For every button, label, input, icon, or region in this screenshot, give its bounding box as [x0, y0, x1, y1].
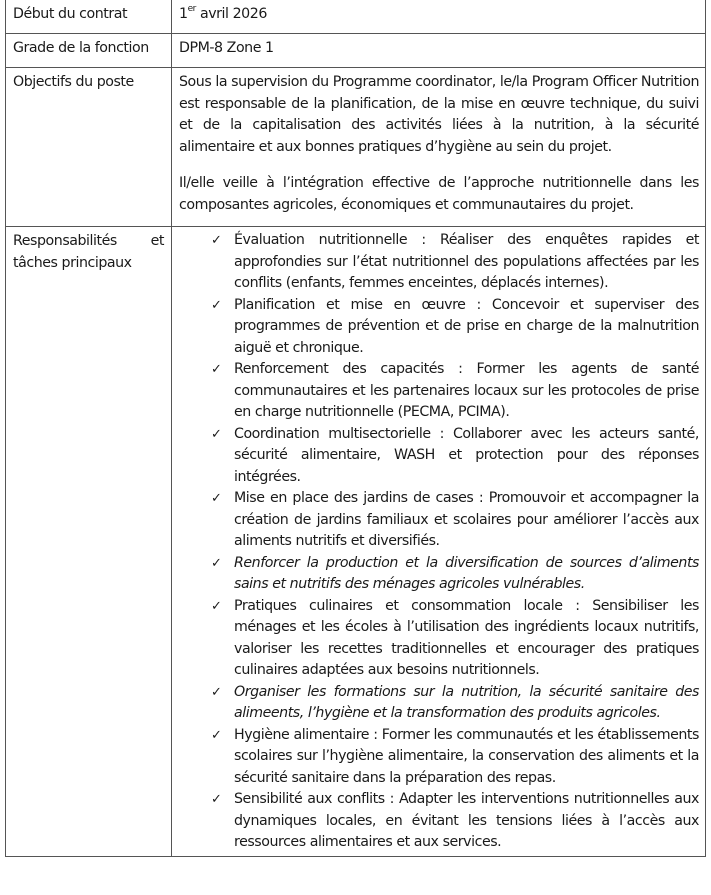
- job-description-table: [5, 0, 706, 857]
- responsibility-text: Renforcement des capacités : Former les agents de santé communautaires et les partenaires locaux sur les protocoles de prise en charge nutritionnelle (PECMA, PCIMA).: [234, 361, 699, 420]
- responsibility-text: Évaluation nutritionnelle : Réaliser des enquêtes rapides et approfondies sur l’état nutritionnel des populations affectées par les conflits (enfants, femmes enceintes, déplacés internes).: [234, 232, 699, 291]
- checkmark-icon: ✓: [211, 792, 222, 807]
- responsibility-item: [211, 725, 699, 790]
- responsibility-item: [211, 359, 699, 424]
- responsibility-item: [211, 488, 699, 553]
- responsibility-item: [211, 596, 699, 682]
- responsibility-text: Renforcer la production et la diversification de sources d’aliments sains et nutritifs des ménages agricoles vulnérables.: [234, 554, 699, 592]
- responsibility-text: Coordination multisectorielle : Collaborer avec les acteurs santé, sécurité alimentaire, WASH et protection pour des réponses intégrées.: [234, 425, 699, 485]
- responsibility-text: Mise en place des jardins de cases : Promouvoir et accompagner la création de jardins familiaux et scolaires pour améliorer l’accès aux aliments nutritifs et diversifiés.: [234, 490, 699, 549]
- checkmark-icon: ✓: [211, 297, 222, 313]
- responsibility-item: [211, 553, 699, 596]
- row-contract-start: [6, 0, 706, 34]
- responsibility-text: Planification et mise en œuvre : Concevoir et superviser des programmes de prévention et de prise en charge de la malnutrition aiguë et chronique.: [234, 296, 699, 356]
- value-responsibilities: [172, 227, 706, 857]
- responsibility-item: [211, 424, 699, 489]
- responsibility-item: [211, 789, 699, 854]
- row-grade: [6, 34, 706, 68]
- checkmark-icon: ✓: [211, 598, 222, 614]
- objectives-paragraph: Sous la supervision du Programme coordinator, le/la Program Officer Nutrition est responsable de la planification, de la mise en œuvre technique, du suivi et de la capitalisation des activités liées à la nutrition, à la sécurité alimentaire et aux bonnes pratiques d’hygiène au sein du projet.: [179, 74, 699, 155]
- responsibility-text: Organiser les formations sur la nutrition, la sécurité sanitaire des alimeents, l’hygiène et la transformation des produits agricoles.: [234, 683, 699, 721]
- label-grade: Grade de la fonction: [6, 34, 172, 68]
- value-contract-start-day: 1: [179, 6, 188, 22]
- responsibility-text: Pratiques culinaires et consommation locale : Sensibiliser les ménages et les écoles à l’utilisation des ingrédients locaux nutritifs, valoriser les recettes traditionnelles et encourager des pratiques culinaires adaptées aux besoins nutritionnels.: [234, 597, 699, 678]
- label-responsibilities: Responsabilités et tâches principaux: [6, 227, 172, 857]
- responsibilities-list: [179, 230, 699, 854]
- label-contract-start: Début du contrat: [6, 0, 172, 34]
- checkmark-icon: ✓: [211, 233, 222, 248]
- responsibility-item: [211, 682, 699, 725]
- checkmark-icon: ✓: [211, 555, 222, 571]
- responsibility-text: Hygiène alimentaire : Former les communautés et les établissements scolaires sur l’hygiène alimentaire, la conservation des aliments et la sécurité sanitaire dans la préparation des repas.: [234, 726, 699, 786]
- responsibility-text: Sensibilité aux conflits : Adapter les interventions nutritionnelles aux dynamiques locales, en évitant les tensions liées à l’accès aux ressources alimentaires et aux services.: [234, 791, 699, 850]
- value-objectives: [172, 68, 706, 227]
- objectives-paragraph: Il/elle veille à l’intégration effective de l’approche nutritionnelle dans les composantes agricoles, économiques et communautaires du projet.: [179, 175, 699, 213]
- responsibility-item: [211, 295, 699, 360]
- responsibility-item: [211, 230, 699, 295]
- label-objectives: Objectifs du poste: [6, 68, 172, 227]
- row-objectives: [6, 68, 706, 227]
- value-grade: DPM-8 Zone 1: [172, 34, 706, 68]
- value-contract-start: [172, 0, 706, 34]
- value-contract-start-sup: er: [187, 4, 196, 15]
- checkmark-icon: ✓: [211, 684, 222, 700]
- value-contract-start-rest: avril 2026: [195, 6, 267, 22]
- checkmark-icon: ✓: [211, 426, 222, 442]
- row-responsibilities: [6, 227, 706, 857]
- checkmark-icon: ✓: [211, 727, 222, 743]
- checkmark-icon: ✓: [211, 491, 222, 506]
- checkmark-icon: ✓: [211, 362, 222, 377]
